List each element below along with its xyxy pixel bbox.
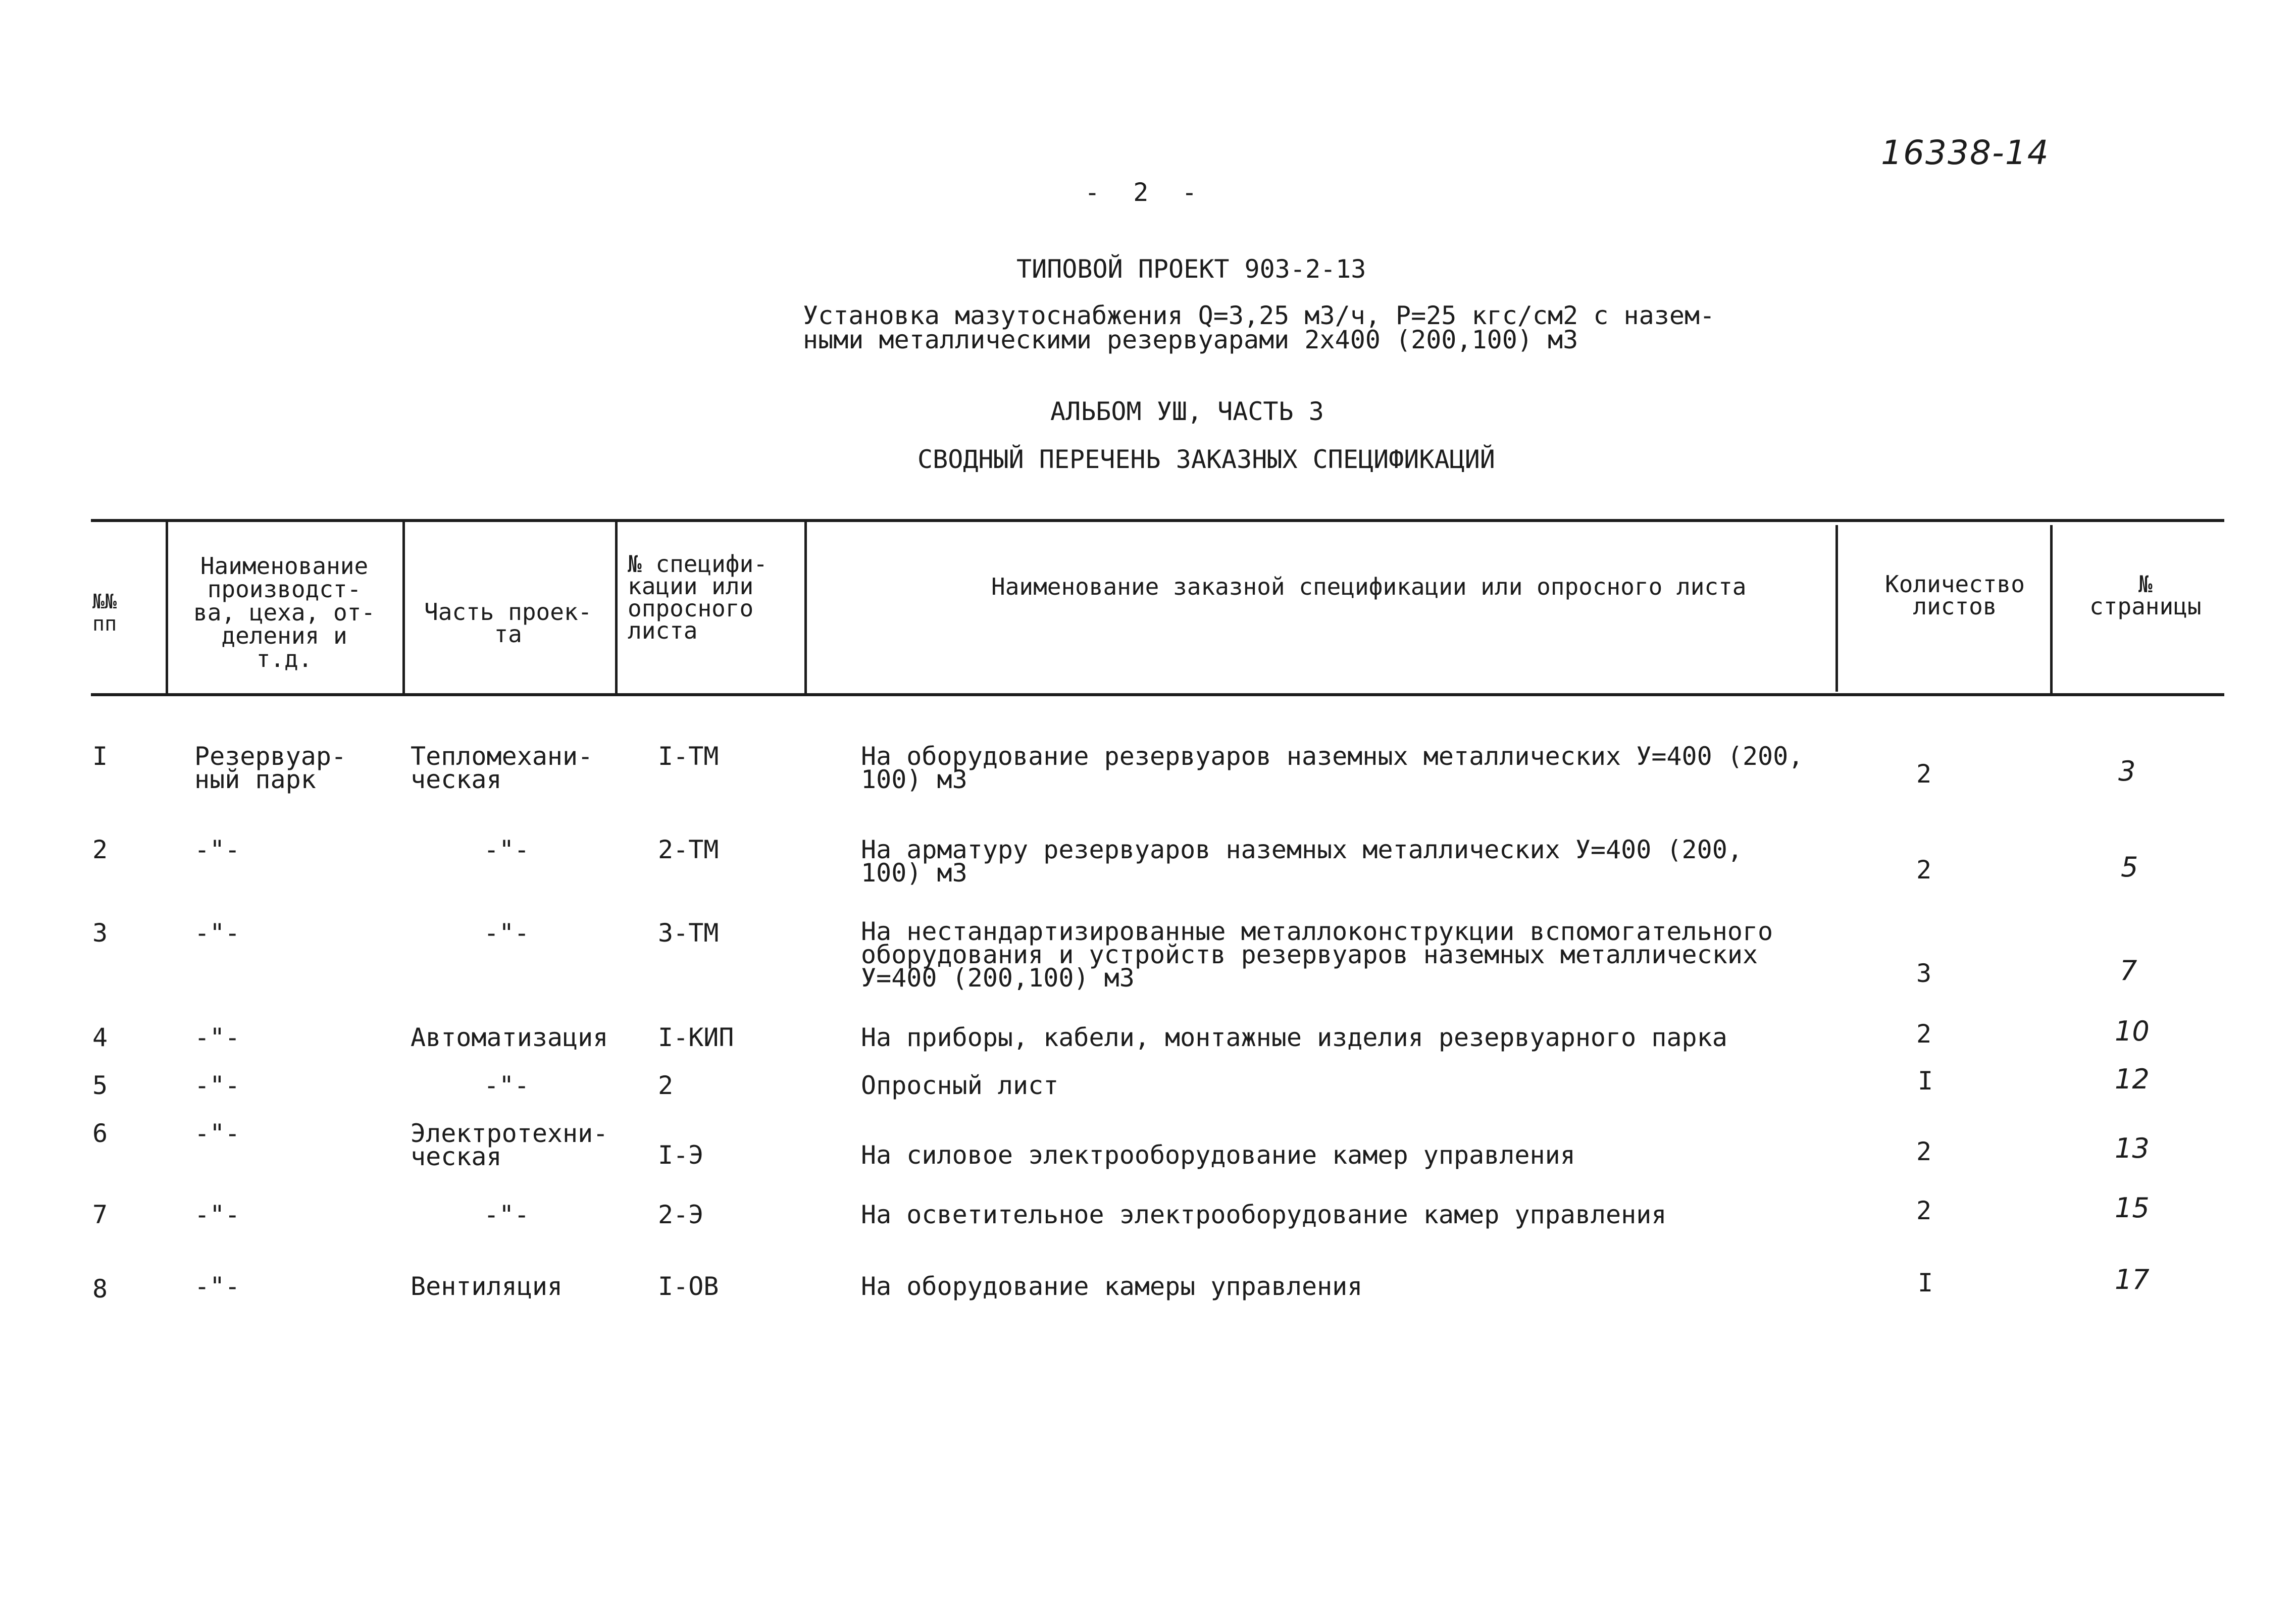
row-7-number: 7 xyxy=(92,1200,108,1229)
row-5-production: -"- xyxy=(194,1071,240,1100)
header-production: Наименование производст- ва, цеха, от- деления и т.д. xyxy=(193,552,376,672)
row-7-spec: 2-Э xyxy=(658,1200,704,1229)
column-divider-5 xyxy=(1835,525,1838,692)
row-6-sheets: 2 xyxy=(1916,1137,1932,1166)
row-4-spec: I-КИП xyxy=(658,1023,734,1052)
row-7-page: 15 xyxy=(2115,1192,2150,1224)
row-3-number: 3 xyxy=(92,918,108,948)
row-1-page: 3 xyxy=(2118,755,2136,787)
subtitle-line-1: Установка мазутоснабжения Q=3,25 м3/ч, Р=25 кгс/см2 с назем- xyxy=(803,301,1715,330)
row-2-spec: 2-ТМ xyxy=(658,835,719,864)
row-5-part: -"- xyxy=(484,1071,530,1100)
row-4-page: 10 xyxy=(2115,1015,2150,1047)
row-5-name: Опросный лист xyxy=(861,1071,1059,1100)
row-6-page: 13 xyxy=(2115,1132,2150,1164)
row-6-production: -"- xyxy=(194,1119,240,1148)
row-4-production: -"- xyxy=(194,1023,240,1052)
row-4-part: Автоматизация xyxy=(411,1023,608,1052)
header-spec-name: Наименование заказной спецификации или опросного листа xyxy=(991,573,1747,600)
list-title: СВОДНЫЙ ПЕРЕЧЕНЬ ЗАКАЗНЫХ СПЕЦИФИКАЦИЙ xyxy=(917,445,1495,474)
row-5-spec: 2 xyxy=(658,1071,674,1100)
row-3-production: -"- xyxy=(194,918,240,948)
row-5-page: 12 xyxy=(2115,1063,2150,1095)
row-6-part: Электротехни- ческая xyxy=(411,1119,608,1171)
table-header-rule xyxy=(91,693,2224,696)
row-1-name: На оборудование резервуаров наземных металлических У=400 (200, 100) м3 xyxy=(861,742,1804,794)
row-3-name: На нестандартизированные металлоконструкции вспомогательного оборудования и устройств резервуаров наземных металлических У=400 (200,100) м3 xyxy=(861,917,1773,993)
row-1-part: Тепломехани- ческая xyxy=(411,742,593,794)
row-3-part: -"- xyxy=(484,918,530,948)
row-3-spec: 3-ТМ xyxy=(658,918,719,948)
row-1-spec: I-ТМ xyxy=(658,742,719,771)
row-7-production: -"- xyxy=(194,1200,240,1229)
album-title: АЛЬБОМ УШ, ЧАСТЬ 3 xyxy=(1050,397,1324,426)
row-6-number: 6 xyxy=(92,1119,108,1148)
row-8-name: На оборудование камеры управления xyxy=(861,1272,1363,1301)
row-2-page: 5 xyxy=(2121,851,2138,883)
header-row-number: №№ пп xyxy=(92,590,117,636)
row-8-part: Вентиляция xyxy=(411,1272,563,1301)
row-5-sheets: I xyxy=(1918,1066,1933,1096)
row-8-sheets: I xyxy=(1918,1268,1933,1297)
row-5-number: 5 xyxy=(92,1071,108,1100)
page-number: - 2 - xyxy=(1085,178,1206,207)
row-2-sheets: 2 xyxy=(1916,855,1932,885)
row-1-number: I xyxy=(92,742,108,771)
row-8-number: 8 xyxy=(92,1274,108,1304)
header-project-part: Часть проек- та xyxy=(424,598,592,648)
row-8-spec: I-ОВ xyxy=(658,1272,719,1301)
row-1-sheets: 2 xyxy=(1916,759,1932,789)
column-divider-1 xyxy=(166,519,168,696)
row-2-number: 2 xyxy=(92,835,108,864)
row-6-name: На силовое электрооборудование камер управления xyxy=(861,1140,1575,1170)
row-8-production: -"- xyxy=(194,1272,240,1301)
row-6-spec: I-Э xyxy=(658,1140,704,1170)
row-4-name: На приборы, кабели, монтажные изделия резервуарного парка xyxy=(861,1023,1727,1052)
document-number: 16338-14 xyxy=(1881,133,2050,172)
table-top-rule xyxy=(91,519,2224,522)
column-divider-4 xyxy=(804,519,807,696)
column-divider-6 xyxy=(2050,525,2053,696)
row-7-sheets: 2 xyxy=(1916,1196,1932,1225)
column-divider-3 xyxy=(615,519,618,696)
project-title: ТИПОВОЙ ПРОЕКТ 903-2-13 xyxy=(1016,254,1366,284)
row-1-production: Резервуар- ный парк xyxy=(194,742,347,794)
subtitle-line-2: ными металлическими резервуарами 2х400 (200,100) м3 xyxy=(803,325,1578,354)
row-2-part: -"- xyxy=(484,835,530,864)
row-3-page: 7 xyxy=(2120,955,2137,986)
row-4-number: 4 xyxy=(92,1023,108,1052)
row-4-sheets: 2 xyxy=(1916,1019,1932,1049)
row-7-name: На осветительное электрооборудование камер управления xyxy=(861,1200,1667,1229)
row-2-name: На арматуру резервуаров наземных металлических У=400 (200, 100) м3 xyxy=(861,835,1743,888)
header-page-number: № страницы xyxy=(2089,570,2202,620)
row-3-sheets: 3 xyxy=(1916,959,1932,988)
column-divider-2 xyxy=(402,519,405,696)
row-8-page: 17 xyxy=(2115,1264,2150,1295)
row-2-production: -"- xyxy=(194,835,240,864)
header-spec-number: № специфи- кации или опросного листа xyxy=(628,550,768,644)
row-7-part: -"- xyxy=(484,1200,530,1229)
header-sheet-count: Количество листов xyxy=(1885,570,2025,620)
